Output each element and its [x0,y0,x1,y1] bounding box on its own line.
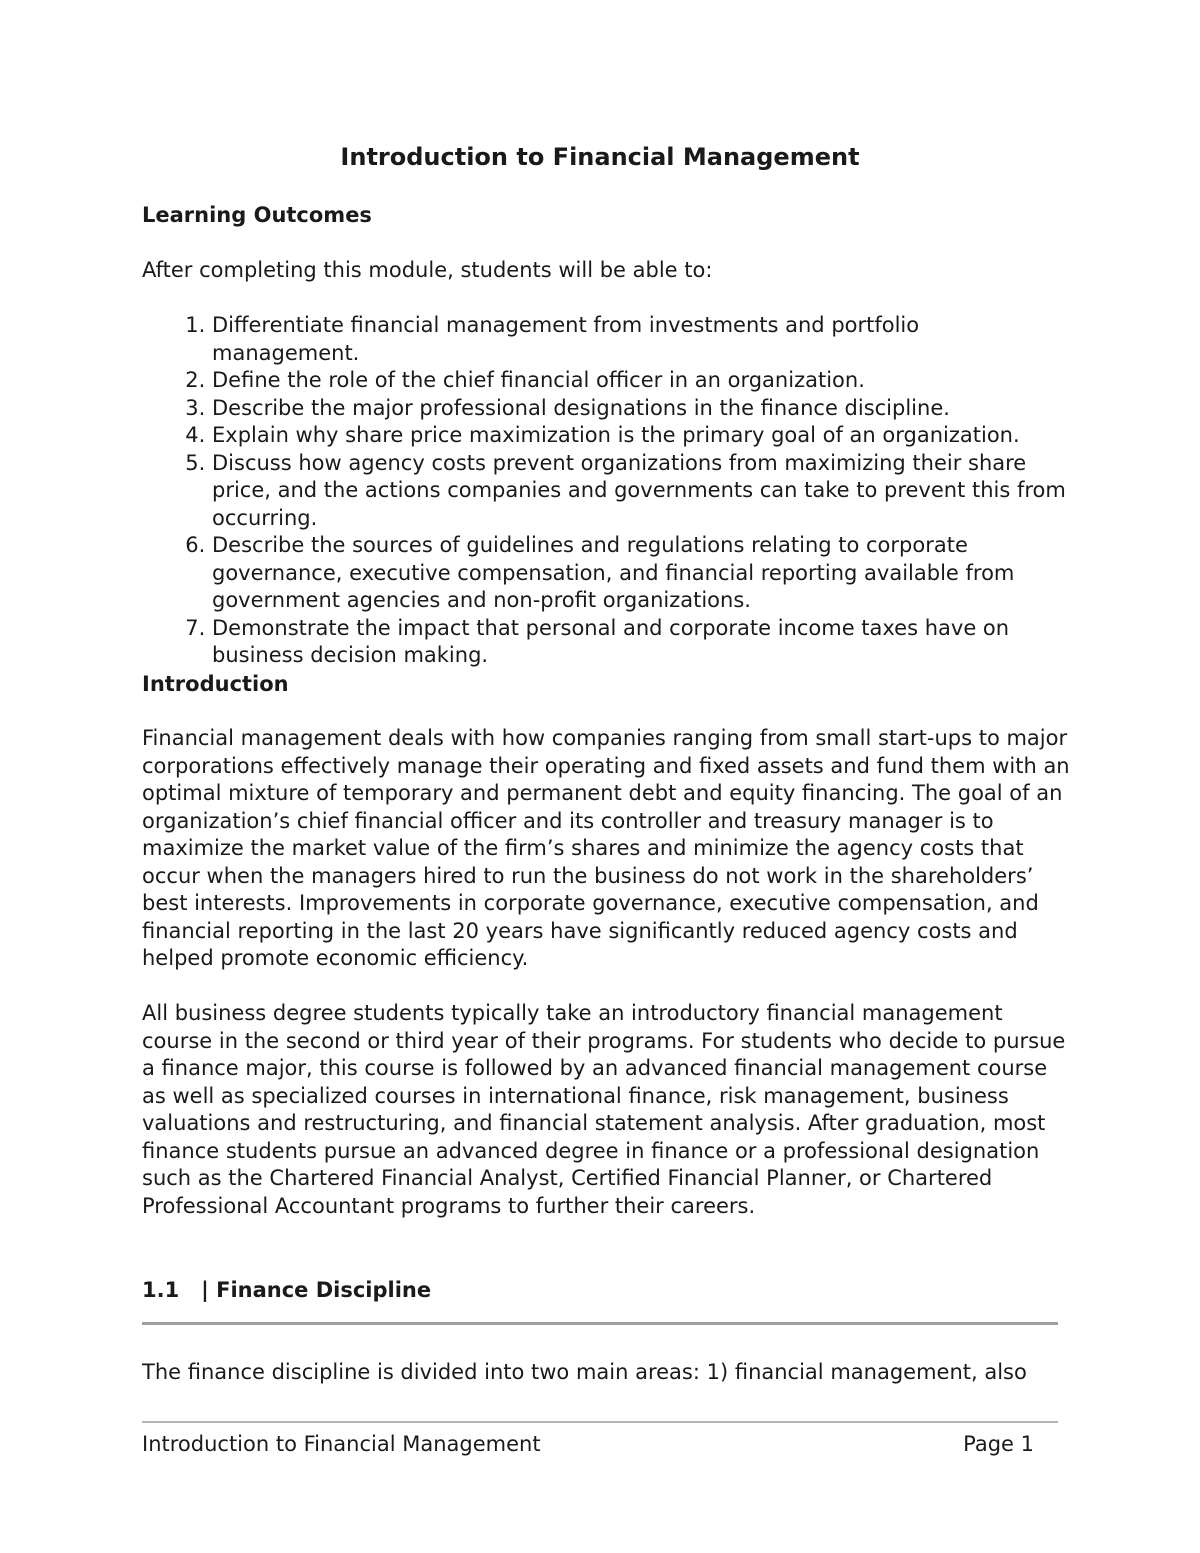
outcome-item-1: 1. Differentiate financial management from investments and portfolio management. [212,312,1072,367]
outcome-item-2: 2. Define the role of the chief financial officer in an organization. [212,367,1072,395]
section-title: 1.1 | Finance Discipline [142,1278,432,1302]
outcome-item-4: 4. Explain why share price maximization is the primary goal of an organization. [212,422,1072,450]
learning-outcomes-list [142,312,1072,670]
outcome-item-6: 6. Describe the sources of guidelines and regulations relating to corporate governance, executive compensation, and financial reporting available from government agencies and non-profit organizations. [212,532,1072,615]
introduction-paragraph-1: Financial management deals with how companies ranging from small start-ups to major corporations effectively manage their operating and fixed assets and fund them with an optimal mixture of temporary and permanent debt and equity financing. The goal of an organization’s chief financial officer and its controller and treasury manager is to maximize the market value of the firm’s shares and minimize the agency costs that occur when the managers hired to run the business do not work in the shareholders’ best interests. Improvements in corporate governance, executive compensation, and financial reporting in the last 20 years have significantly reduced agency costs and helped promote economic efficiency. [142,726,1070,970]
learning-outcomes-heading: Learning Outcomes [142,203,372,227]
introduction-heading: Introduction [142,672,289,696]
learning-outcomes-intro: After completing this module, students will be able to: [142,258,713,282]
footer-page-number: Page 1 [963,1432,1034,1456]
introduction-paragraph-2: All business degree students typically take an introductory financial management course in the second or third year of their programs. For students who decide to pursue a finance major, this course is followed by an advanced financial management course as well as specialized courses in international finance, risk management, business valuations and restructuring, and financial statement analysis. After graduation, most finance students pursue an advanced degree in finance or a professional designation such as the Chartered Financial Analyst, Certified Financial Planner, or Chartered Professional Accountant programs to further their careers. [142,1001,1066,1218]
section-paragraph: The finance discipline is divided into two main areas: 1) financial management, also [142,1360,1027,1384]
section-divider [142,1322,1058,1325]
outcome-item-7: 7. Demonstrate the impact that personal and corporate income taxes have on business decision making. [212,615,1072,670]
document-title: Introduction to Financial Management [340,143,860,171]
outcome-item-5: 5. Discuss how agency costs prevent organizations from maximizing their share price, and the actions companies and governments can take to prevent this from occurring. [212,450,1072,533]
footer-title: Introduction to Financial Management [142,1432,541,1456]
outcome-item-3: 3. Describe the major professional designations in the finance discipline. [212,395,1072,423]
footer-divider [142,1421,1058,1423]
